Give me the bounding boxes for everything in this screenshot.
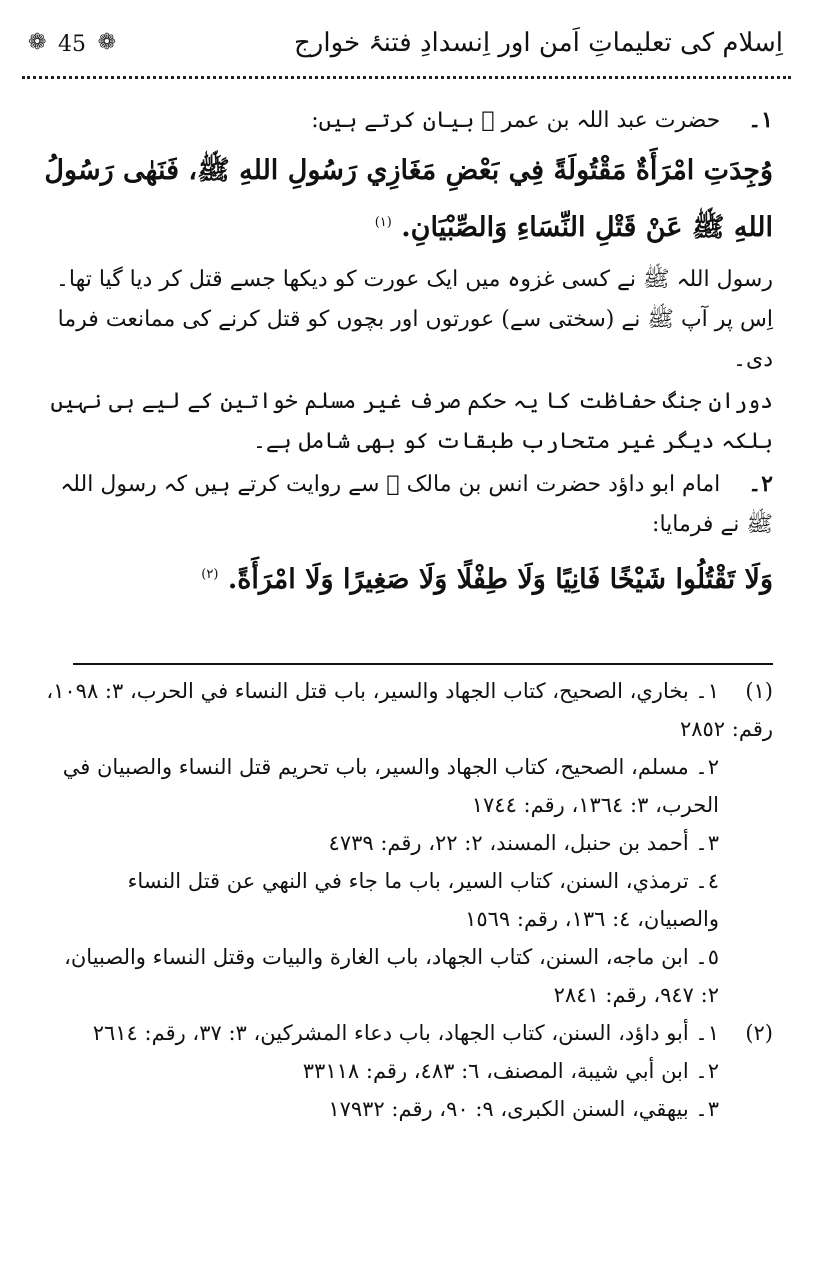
hadith-2-text: وَلَا تَقْتُلُوا شَيْخًا فَانِيًا وَلَا طِفْلًا وَلَا صَغِيرًا وَلَا امْرَأَةً. [227, 564, 773, 595]
footnote-line [40, 1014, 773, 1052]
page-number: 45 [58, 32, 86, 57]
ornament-icon: ❁ [97, 30, 116, 55]
ornament-icon: ❁ [28, 30, 47, 55]
page-number-box [26, 24, 118, 64]
citation: ١۔ أبو داؤد، السنن، كتاب الجهاد، باب دعاء المشركين، ٣: ٣٧، رقم: ٢٦١٤ [92, 1021, 719, 1045]
footnote-rule [73, 663, 773, 665]
hadith-1-text: وُجِدَتِ امْرَأَةٌ مَقْتُولَةً فِي بَعْضِ مَغَازِي رَسُولِ اللهِ ﷺ، فَنَهٰى رَسُولُ اللهِ ﷺ عَنْ قَتْلِ النِّسَاءِ وَالصِّبْيَانِ. [44, 155, 773, 243]
footnote-line: ٣۔ أحمد بن حنبل، المسند، ٢: ٢٢، رقم: ٤٧٣٩ [328, 831, 719, 855]
hadith-2-arabic [40, 549, 773, 606]
footnotes [40, 672, 773, 1128]
footnote-line: ٢۔ ابن أبي شيبة، المصنف، ٦: ٤٨٣، رقم: ٣٣١١٨ [302, 1059, 719, 1083]
hadith-1-translation: رسول اللہ ﷺ نے کسی غزوہ میں ایک عورت کو دیکھا جسے قتل کر دیا گیا تھا۔ اِس پر آپ ﷺ نے (سختی سے) عورتوں اور بچوں کو قتل کرنے کی ممانعت فرما دی۔ [56, 267, 773, 372]
footnote-ref: (١) [374, 215, 392, 230]
footnote-line: ٢۔ مسلم، الصحيح، كتاب الجهاد والسير، باب تحريم قتل النساء والصبيان في الحرب، ٣: ١٣٦٤، رقم: ١٧٤٤ [62, 755, 719, 817]
footnote-group-1 [40, 672, 773, 1014]
page-header [22, 18, 791, 74]
footnote-ref: (٢) [201, 567, 219, 582]
citation: ١۔ بخاري، الصحيح، كتاب الجهاد والسير، باب قتل النساء في الحرب، ٣: ١٠٩٨، رقم: ٢٨٥٢ [46, 679, 773, 741]
footnote-line: ٥۔ ابن ماجه، السنن، كتاب الجهاد، باب الغارة والبيات وقتل النساء والصبيان، ٢: ٩٤٧، رقم: ٢٨٤١ [64, 945, 719, 1007]
running-title: اِسلام کی تعلیماتِ اَمن اور اِنسدادِ فتنۂ خوارج [294, 28, 783, 58]
footnote-line [40, 672, 773, 748]
item-1-intro-text: حضرت عبد اللہ بن عمر ﷛ بیان کرتے ہیں: [311, 108, 721, 133]
footnote-mark: (٢) [745, 1021, 773, 1045]
item-1-intro [40, 100, 773, 141]
item-2-intro-text: امام ابو داؤد حضرت انس بن مالک ﷛ سے روایت کرتے ہیں کہ رسول اللہ ﷺ نے فرمایا: [60, 472, 773, 537]
footnote-line: ٤۔ ترمذي، السنن، كتاب السير، باب ما جاء في النهي عن قتل النساء والصبيان، ٤: ١٣٦، رقم: ١٥٦٩ [127, 869, 719, 931]
item-number: ١۔ [748, 107, 773, 133]
item-number: ٢۔ [748, 471, 773, 497]
header-divider [22, 76, 791, 79]
footnote-line: ٣۔ بيهقي، السنن الكبرى، ٩: ٩٠، رقم: ١٧٩٣٢ [328, 1097, 719, 1121]
commentary-paragraph: دورانِ جنگ حفاظت کا یہ حکم صرف غیر مسلم خواتین کے لیے ہی نہیں بلکہ دیگر غیر متحارب طبقات کو بھی شامل ہے۔ [50, 389, 773, 454]
footnote-group-2 [40, 1014, 773, 1128]
item-2-intro [40, 464, 773, 545]
hadith-1-arabic [40, 145, 773, 254]
main-text [40, 92, 773, 612]
footnote-mark: (١) [745, 679, 773, 703]
